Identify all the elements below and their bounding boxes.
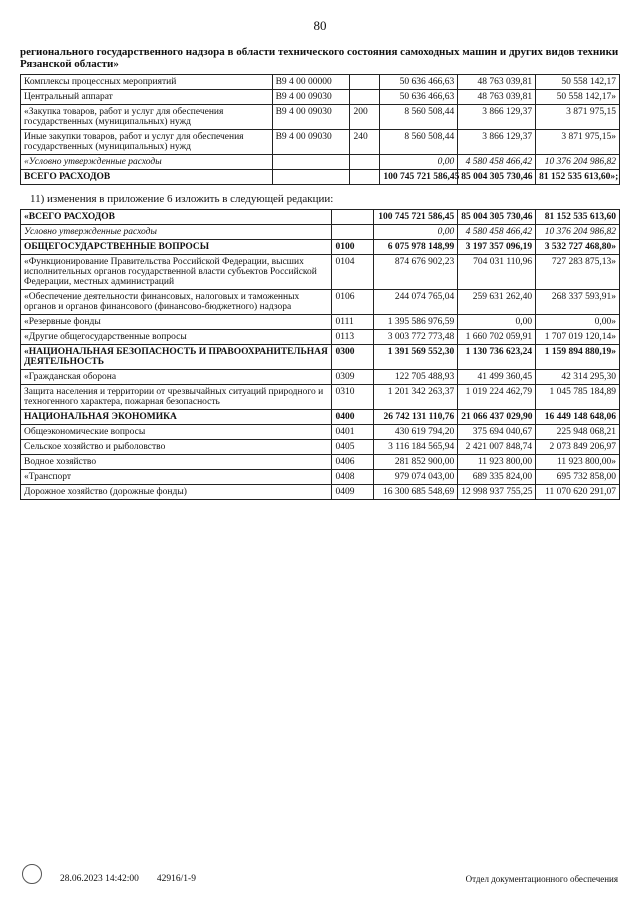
row-value-2024: 41 499 360,45 xyxy=(458,370,536,385)
row-value-2025: 0,00» xyxy=(536,315,620,330)
row-value-2024: 48 763 039,81 xyxy=(458,75,536,90)
row-value-2025: 727 283 875,13» xyxy=(536,255,620,290)
row-vr: 200 xyxy=(350,105,380,130)
page-number: 80 xyxy=(313,18,327,33)
row-code: В9 4 00 09030 xyxy=(272,90,350,105)
row-value-2023: 8 560 508,44 xyxy=(380,130,458,155)
row-value-2025: 81 152 535 613,60»; xyxy=(536,170,620,185)
row-name: Центральный аппарат xyxy=(21,90,273,105)
row-name: Условно утвержденные расходы xyxy=(21,225,332,240)
row-code: 0406 xyxy=(332,455,374,470)
row-name: «Транспорт xyxy=(21,470,332,485)
row-value-2024: 48 763 039,81 xyxy=(458,90,536,105)
row-value-2023: 1 395 586 976,59 xyxy=(374,315,458,330)
row-value-2024: 259 631 262,40 xyxy=(458,290,536,315)
row-name: Общеэкономические вопросы xyxy=(21,425,332,440)
row-value-2023: 8 560 508,44 xyxy=(380,105,458,130)
row-code: В9 4 00 00000 xyxy=(272,75,350,90)
table-row xyxy=(21,240,620,255)
row-code xyxy=(272,155,350,170)
row-value-2025: 268 337 593,91» xyxy=(536,290,620,315)
row-name: «Условно утвержденные расходы xyxy=(21,155,273,170)
row-value-2025: 1 045 785 184,89 xyxy=(536,385,620,410)
row-value-2025: 3 871 975,15» xyxy=(536,130,620,155)
table-row xyxy=(21,75,620,90)
row-value-2023: 0,00 xyxy=(380,155,458,170)
row-code: В9 4 00 09030 xyxy=(272,130,350,155)
row-value-2025: 3 532 727 468,80» xyxy=(536,240,620,255)
row-value-2024: 12 998 937 755,25 xyxy=(458,485,536,500)
row-value-2023: 50 636 466,63 xyxy=(380,75,458,90)
table-row xyxy=(21,455,620,470)
row-value-2025: 11 923 800,00» xyxy=(536,455,620,470)
row-code: 0309 xyxy=(332,370,374,385)
row-name: «НАЦИОНАЛЬНАЯ БЕЗОПАСНОСТЬ И ПРАВООХРАНИТЕЛЬНАЯ ДЕЯТЕЛЬНОСТЬ xyxy=(21,345,332,370)
row-value-2024: 1 130 736 623,24 xyxy=(458,345,536,370)
row-vr xyxy=(350,75,380,90)
table-row xyxy=(21,130,620,155)
row-value-2025: 225 948 068,21 xyxy=(536,425,620,440)
row-name: Водное хозяйство xyxy=(21,455,332,470)
table-row xyxy=(21,470,620,485)
row-value-2025: 1 707 019 120,14» xyxy=(536,330,620,345)
row-name: «Гражданская оборона xyxy=(21,370,332,385)
row-value-2023: 3 003 772 773,48 xyxy=(374,330,458,345)
row-name: Сельское хозяйство и рыболовство xyxy=(21,440,332,455)
row-value-2025: 11 070 620 291,07 xyxy=(536,485,620,500)
row-value-2024: 85 004 305 730,46 xyxy=(458,210,536,225)
table-row xyxy=(21,410,620,425)
row-code xyxy=(332,210,374,225)
row-value-2024: 704 031 110,96 xyxy=(458,255,536,290)
row-code: 0400 xyxy=(332,410,374,425)
row-value-2025: 81 152 535 613,60 xyxy=(536,210,620,225)
row-name: Защита населения и территории от чрезвычайных ситуаций природного и техногенного характера, пожарная безопасность xyxy=(21,385,332,410)
row-vr xyxy=(350,90,380,105)
row-vr: 240 xyxy=(350,130,380,155)
row-code: В9 4 00 09030 xyxy=(272,105,350,130)
row-value-2024: 3 866 129,37 xyxy=(458,105,536,130)
row-value-2025: 10 376 204 986,82 xyxy=(536,225,620,240)
row-value-2024: 21 066 437 029,90 xyxy=(458,410,536,425)
document-body xyxy=(14,12,626,500)
table-row xyxy=(21,385,620,410)
row-value-2023: 26 742 131 110,76 xyxy=(374,410,458,425)
row-name: ОБЩЕГОСУДАРСТВЕННЫЕ ВОПРОСЫ xyxy=(21,240,332,255)
row-value-2025: 2 073 849 206,97 xyxy=(536,440,620,455)
row-value-2023: 874 676 902,23 xyxy=(374,255,458,290)
row-name: НАЦИОНАЛЬНАЯ ЭКОНОМИКА xyxy=(21,410,332,425)
row-value-2025: 695 732 858,00 xyxy=(536,470,620,485)
row-value-2024: 2 421 007 848,74 xyxy=(458,440,536,455)
row-code: 0111 xyxy=(332,315,374,330)
row-value-2025: 10 376 204 986,82 xyxy=(536,155,620,170)
row-code: 0401 xyxy=(332,425,374,440)
row-value-2023: 281 852 900,00 xyxy=(374,455,458,470)
row-vr xyxy=(350,170,380,185)
row-name: «Другие общегосударственные вопросы xyxy=(21,330,332,345)
row-value-2023: 1 201 342 263,37 xyxy=(374,385,458,410)
table-row xyxy=(21,370,620,385)
row-name: «Функционирование Правительства Российской Федерации, высших исполнительных органов государственной власти субъектов Российской Федерации, местных администраций xyxy=(21,255,332,290)
row-name: Иные закупки товаров, работ и услуг для обеспечения государственных (муниципальных) нужд xyxy=(21,130,273,155)
row-value-2023: 100 745 721 586,45 xyxy=(380,170,458,185)
row-value-2025: 50 558 142,17» xyxy=(536,90,620,105)
table-row xyxy=(21,330,620,345)
table-row xyxy=(21,485,620,500)
table-row xyxy=(21,170,620,185)
row-code: 0310 xyxy=(332,385,374,410)
row-value-2024: 0,00 xyxy=(458,315,536,330)
row-value-2024: 689 335 824,00 xyxy=(458,470,536,485)
row-value-2023: 1 391 569 552,30 xyxy=(374,345,458,370)
row-value-2025: 16 449 148 648,06 xyxy=(536,410,620,425)
document-page xyxy=(14,12,626,892)
row-value-2025: 1 159 894 880,19» xyxy=(536,345,620,370)
footer-department: Отдел документационного обеспечения xyxy=(465,874,618,884)
row-value-2024: 1 660 702 059,91 xyxy=(458,330,536,345)
page-footer xyxy=(22,864,618,884)
row-code xyxy=(272,170,350,185)
footer-date: 28.06.2023 14:42:00 xyxy=(60,874,139,884)
bottom-budget-table xyxy=(20,209,620,500)
top-budget-table xyxy=(20,74,620,185)
table-row xyxy=(21,105,620,130)
row-code: 0409 xyxy=(332,485,374,500)
row-value-2023: 6 075 978 148,99 xyxy=(374,240,458,255)
row-value-2024: 1 019 224 462,79 xyxy=(458,385,536,410)
row-value-2024: 4 580 458 466,42 xyxy=(458,155,536,170)
row-code: 0300 xyxy=(332,345,374,370)
row-name: ВСЕГО РАСХОДОВ xyxy=(21,170,273,185)
row-code: 0408 xyxy=(332,470,374,485)
row-name: «ВСЕГО РАСХОДОВ xyxy=(21,210,332,225)
row-name: Комплексы процессных мероприятий xyxy=(21,75,273,90)
row-name: «Закупка товаров, работ и услуг для обеспечения государственных (муниципальных) нужд xyxy=(21,105,273,130)
footer-stamp xyxy=(22,864,196,884)
row-code: 0405 xyxy=(332,440,374,455)
row-name: «Обеспечение деятельности финансовых, налоговых и таможенных органов и органов финансового (финансово-бюджетного) надзора xyxy=(21,290,332,315)
row-name: Дорожное хозяйство (дорожные фонды) xyxy=(21,485,332,500)
row-value-2023: 430 619 794,20 xyxy=(374,425,458,440)
change-note: 11) изменения в приложение 6 изложить в следующей редакции: xyxy=(30,193,334,205)
row-value-2023: 100 745 721 586,45 xyxy=(374,210,458,225)
row-value-2023: 979 074 043,00 xyxy=(374,470,458,485)
table-row xyxy=(21,90,620,105)
table-row xyxy=(21,290,620,315)
row-value-2024: 4 580 458 466,42 xyxy=(458,225,536,240)
table-row xyxy=(21,255,620,290)
row-name: «Резервные фонды xyxy=(21,315,332,330)
row-vr xyxy=(350,155,380,170)
row-value-2024: 3 197 357 096,19 xyxy=(458,240,536,255)
emblem-icon xyxy=(22,864,42,884)
row-value-2024: 375 694 040,67 xyxy=(458,425,536,440)
table-row xyxy=(21,315,620,330)
row-value-2023: 50 636 466,63 xyxy=(380,90,458,105)
table-row xyxy=(21,225,620,240)
table-row xyxy=(21,210,620,225)
row-value-2024: 85 004 305 730,46 xyxy=(458,170,536,185)
row-code: 0113 xyxy=(332,330,374,345)
footer-doc-number: 42916/1-9 xyxy=(156,874,196,884)
row-value-2023: 16 300 685 548,69 xyxy=(374,485,458,500)
row-value-2023: 122 705 488,93 xyxy=(374,370,458,385)
row-value-2023: 0,00 xyxy=(374,225,458,240)
row-value-2025: 3 871 975,15 xyxy=(536,105,620,130)
table-row xyxy=(21,440,620,455)
row-code: 0100 xyxy=(332,240,374,255)
table-row xyxy=(21,155,620,170)
row-value-2024: 11 923 800,00 xyxy=(458,455,536,470)
row-code xyxy=(332,225,374,240)
row-value-2023: 244 074 765,04 xyxy=(374,290,458,315)
row-value-2025: 50 558 142,17 xyxy=(536,75,620,90)
table-row xyxy=(21,345,620,370)
row-code: 0106 xyxy=(332,290,374,315)
table-row xyxy=(21,425,620,440)
row-value-2023: 3 116 184 565,94 xyxy=(374,440,458,455)
row-value-2025: 42 314 295,30 xyxy=(536,370,620,385)
intro-heading: регионального государственного надзора в области технического состояния самоходных машин и других видов техники Рязанской области» xyxy=(20,46,619,70)
row-code: 0104 xyxy=(332,255,374,290)
row-value-2024: 3 866 129,37 xyxy=(458,130,536,155)
